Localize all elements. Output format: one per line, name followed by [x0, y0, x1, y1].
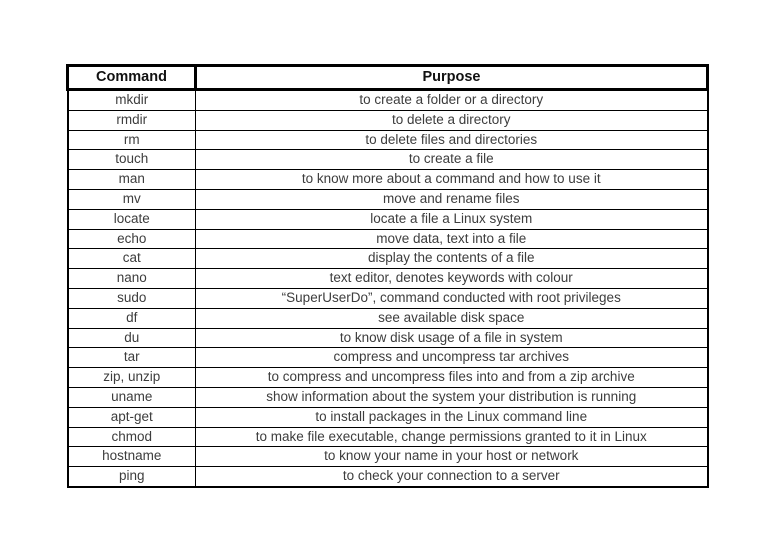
purpose-cell: move data, text into a file: [196, 229, 708, 249]
purpose-cell: to delete a directory: [196, 110, 708, 130]
command-cell: chmod: [68, 427, 196, 447]
purpose-cell: text editor, denotes keywords with colour: [196, 269, 708, 289]
table-row: [68, 90, 708, 111]
purpose-cell: to know disk usage of a file in system: [196, 328, 708, 348]
command-cell: locate: [68, 209, 196, 229]
purpose-cell: to create a folder or a directory: [196, 90, 708, 111]
command-column-header: Command: [68, 66, 196, 90]
command-cell: nano: [68, 269, 196, 289]
table-row: [68, 130, 708, 150]
command-cell: echo: [68, 229, 196, 249]
command-cell: man: [68, 170, 196, 190]
purpose-cell: display the contents of a file: [196, 249, 708, 269]
purpose-cell: to make file executable, change permissions granted to it in Linux: [196, 427, 708, 447]
table-row: [68, 467, 708, 487]
table-row: [68, 189, 708, 209]
purpose-cell: “SuperUserDo”, command conducted with root privileges: [196, 288, 708, 308]
command-cell: df: [68, 308, 196, 328]
purpose-cell: to know your name in your host or network: [196, 447, 708, 467]
purpose-cell: show information about the system your distribution is running: [196, 387, 708, 407]
table-row: [68, 447, 708, 467]
purpose-column-header: Purpose: [196, 66, 708, 90]
table-row: [68, 328, 708, 348]
table-row: [68, 150, 708, 170]
table-row: [68, 368, 708, 388]
table-row: [68, 249, 708, 269]
purpose-cell: to create a file: [196, 150, 708, 170]
table-row: [68, 288, 708, 308]
purpose-cell: compress and uncompress tar archives: [196, 348, 708, 368]
purpose-cell: to delete files and directories: [196, 130, 708, 150]
command-cell: mkdir: [68, 90, 196, 111]
table-row: [68, 308, 708, 328]
command-cell: ping: [68, 467, 196, 487]
purpose-cell: to check your connection to a server: [196, 467, 708, 487]
purpose-cell: to know more about a command and how to use it: [196, 170, 708, 190]
table-header: [68, 66, 708, 90]
command-cell: touch: [68, 150, 196, 170]
table-row: [68, 110, 708, 130]
header-row: [68, 66, 708, 90]
command-cell: zip, unzip: [68, 368, 196, 388]
command-cell: hostname: [68, 447, 196, 467]
command-cell: apt-get: [68, 407, 196, 427]
command-cell: mv: [68, 189, 196, 209]
command-cell: rm: [68, 130, 196, 150]
command-cell: du: [68, 328, 196, 348]
table-row: [68, 170, 708, 190]
purpose-cell: see available disk space: [196, 308, 708, 328]
purpose-cell: locate a file a Linux system: [196, 209, 708, 229]
purpose-cell: to install packages in the Linux command line: [196, 407, 708, 427]
linux-commands-table: [66, 64, 709, 488]
purpose-cell: to compress and uncompress files into and from a zip archive: [196, 368, 708, 388]
command-cell: rmdir: [68, 110, 196, 130]
table-row: [68, 387, 708, 407]
command-cell: uname: [68, 387, 196, 407]
table-row: [68, 407, 708, 427]
table-row: [68, 348, 708, 368]
table-row: [68, 229, 708, 249]
command-cell: tar: [68, 348, 196, 368]
table-row: [68, 269, 708, 289]
table-row: [68, 427, 708, 447]
purpose-cell: move and rename files: [196, 189, 708, 209]
table-body: [68, 90, 708, 487]
command-cell: cat: [68, 249, 196, 269]
command-cell: sudo: [68, 288, 196, 308]
table-row: [68, 209, 708, 229]
